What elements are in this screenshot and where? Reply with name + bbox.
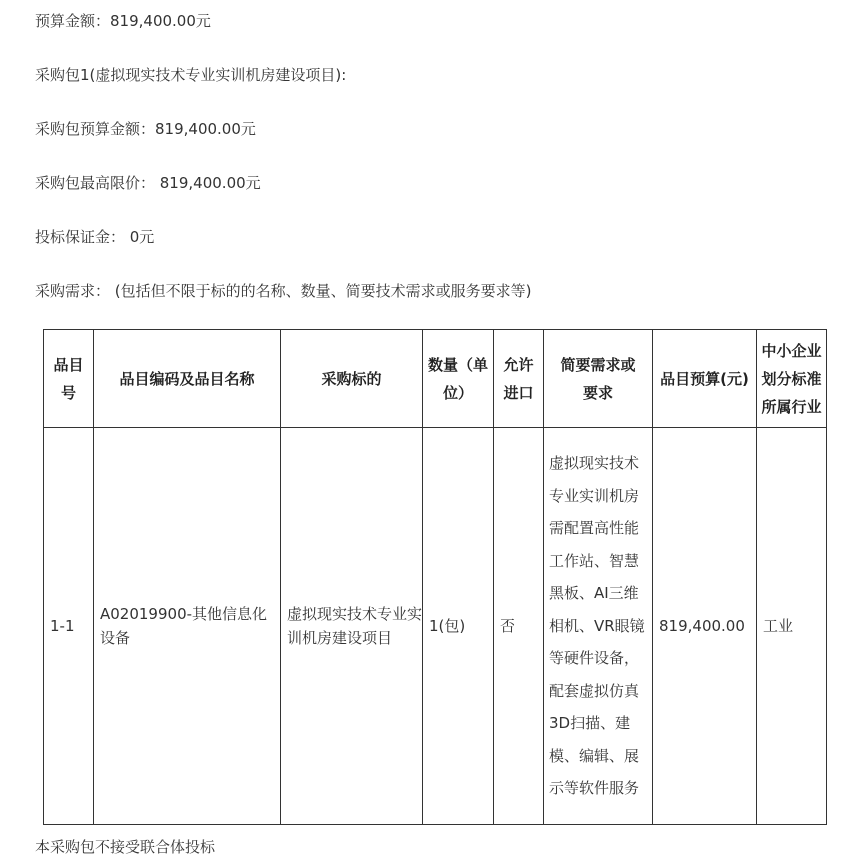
package-budget: 采购包预算金额：819,400.00元 xyxy=(35,120,256,138)
cell-budget: 819,400.00 xyxy=(653,428,757,825)
cell-industry: 工业 xyxy=(757,428,827,825)
header-item-no: 品目号 xyxy=(44,330,94,428)
package-max-price: 采购包最高限价： 819,400.00元 xyxy=(35,174,261,192)
cell-code-name: A02019900-其他信息化设备 xyxy=(94,428,281,825)
budget-amount: 预算金额：819,400.00元 xyxy=(35,12,211,30)
cell-quantity: 1(包) xyxy=(423,428,494,825)
header-code-name: 品目编码及品目名称 xyxy=(94,330,281,428)
header-quantity: 数量（单位） xyxy=(423,330,494,428)
header-requirements: 简要需求或要求 xyxy=(544,330,653,428)
bid-deposit: 投标保证金： 0元 xyxy=(35,228,155,246)
cell-import: 否 xyxy=(494,428,544,825)
header-industry: 中小企业划分标准所属行业 xyxy=(757,330,827,428)
procurement-table xyxy=(43,329,827,825)
cell-target: 虚拟现实技术专业实训机房建设项目 xyxy=(281,428,423,825)
package-title: 采购包1(虚拟现实技术专业实训机房建设项目): xyxy=(35,66,347,84)
table-header-row xyxy=(44,330,827,428)
cell-item-no: 1-1 xyxy=(44,428,94,825)
header-target: 采购标的 xyxy=(281,330,423,428)
header-budget: 品目预算(元) xyxy=(653,330,757,428)
joint-bid-note: 本采购包不接受联合体投标 xyxy=(35,838,216,856)
table-row xyxy=(44,428,827,825)
cell-requirements: 虚拟现实技术专业实训机房需配置高性能工作站、智慧黑板、AI三维相机、VR眼镜等硬件设备，配套虚拟仿真3D扫描、建模、编辑、展示等软件服务 xyxy=(544,428,653,825)
header-import: 允许进口 xyxy=(494,330,544,428)
procurement-requirement: 采购需求： (包括但不限于标的的名称、数量、简要技术需求或服务要求等) xyxy=(35,282,532,300)
